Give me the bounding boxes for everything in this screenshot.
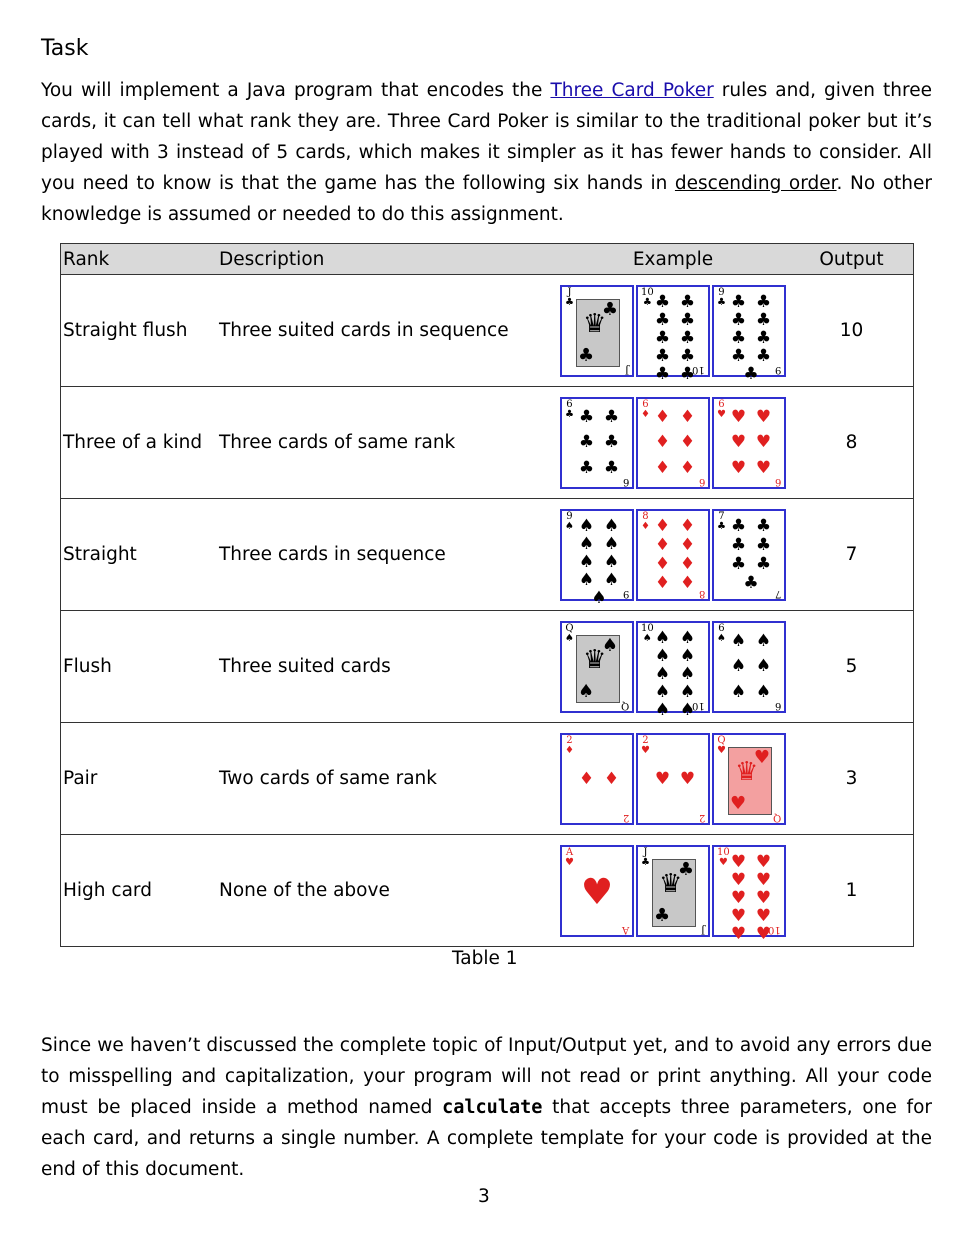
card-suit-small: ♠ — [717, 632, 726, 644]
playing-card — [636, 285, 710, 384]
card-suit-small: ♥ — [565, 856, 574, 868]
card-index-inverted: 10 — [692, 699, 705, 711]
hand-output: 10 — [790, 275, 914, 387]
pip-icon: ♦ — [654, 535, 671, 555]
card-index — [641, 400, 650, 420]
card-suit-small: ♥ — [718, 856, 728, 868]
table-header-row — [61, 244, 914, 275]
pip-icon: ♦ — [603, 768, 620, 789]
header-rank: Rank — [61, 244, 218, 275]
pip-icon: ♣ — [578, 432, 595, 453]
hand-example — [556, 723, 790, 835]
crown-icon: ♛ — [583, 644, 607, 675]
pip-icon: ♥ — [679, 768, 696, 789]
pip-icon: ♥ — [755, 869, 772, 890]
card-rank-label: J — [643, 846, 648, 858]
suit-icon: ♠ — [578, 680, 595, 702]
pip-icon: ♠ — [578, 533, 595, 554]
pip-icon: ♠ — [679, 681, 696, 702]
suit-icon: ♣ — [677, 858, 694, 880]
ace-pip-icon: ♥ — [580, 871, 614, 913]
intro-text-3: . No other knowledge is assumed or needed to do this assignment. — [41, 173, 933, 225]
face-card-figure — [576, 635, 620, 703]
pip-icon: ♠ — [603, 569, 620, 590]
card-rank-label: J — [567, 286, 572, 298]
card-rank-label: 10 — [641, 622, 654, 634]
card-index — [717, 288, 726, 308]
table-row — [61, 499, 914, 611]
pip-icon: ♥ — [730, 923, 747, 944]
card-index — [565, 288, 574, 308]
pip-icon: ♥ — [730, 457, 747, 478]
pip-icon: ♥ — [755, 887, 772, 908]
pip-icon: ♠ — [578, 551, 595, 572]
pip-icon: ♣ — [679, 309, 696, 330]
pip-icon: ♣ — [730, 516, 747, 536]
table-row — [61, 275, 914, 387]
pip-icon: ♣ — [603, 432, 620, 453]
pip-icon: ♦ — [654, 516, 671, 536]
intro-paragraph — [41, 75, 932, 230]
pip-icon: ♥ — [755, 905, 772, 926]
pip-icon: ♥ — [654, 768, 671, 789]
card-suit-small: ♣ — [565, 408, 574, 420]
playing-card — [712, 621, 786, 713]
card-index-inverted: Q — [772, 811, 781, 823]
card-rank-label: 6 — [566, 398, 573, 410]
pip-icon: ♣ — [755, 345, 772, 366]
card-index-inverted: 6 — [774, 475, 781, 487]
hand-description: Three suited cards — [217, 611, 556, 723]
hand-description: Three suited cards in sequence — [217, 275, 556, 387]
playing-card — [560, 621, 634, 713]
table-caption: Table 1 — [452, 948, 518, 969]
hand-output: 3 — [790, 723, 914, 835]
pip-icon: ♦ — [679, 432, 696, 453]
method-text-2: that accepts three parameters, one for each card, and returns a single number. A complete template for your code is provided at the end of this document. — [41, 1097, 932, 1180]
pip-icon: ♦ — [654, 573, 671, 593]
suit-icon: ♣ — [601, 298, 618, 320]
card-suit-small: ♣ — [717, 296, 726, 308]
intro-text-1: You will implement a Java program that encodes the — [41, 80, 551, 101]
pip-icon: ♠ — [755, 681, 772, 702]
pip-icon: ♥ — [730, 887, 747, 908]
card-pips — [650, 741, 700, 817]
card-pips — [650, 517, 700, 593]
card-index-inverted: A — [621, 923, 629, 935]
playing-card — [560, 845, 634, 937]
pip-icon: ♥ — [730, 905, 747, 926]
card-index — [717, 736, 726, 756]
pip-icon: ♥ — [755, 407, 772, 428]
playing-card — [712, 845, 786, 944]
pip-icon: ♣ — [755, 554, 772, 574]
pip-icon: ♥ — [755, 851, 772, 872]
poker-hands-table — [60, 243, 914, 947]
suit-icon: ♥ — [730, 792, 747, 814]
pip-icon: ♠ — [603, 551, 620, 572]
card-rank-label: Q — [717, 734, 726, 746]
card-suit-small: ♥ — [717, 408, 726, 420]
playing-card — [560, 733, 634, 825]
pip-icon: ♥ — [730, 869, 747, 890]
card-index-inverted: 10 — [768, 923, 781, 935]
playing-card — [560, 509, 634, 608]
hand-description: Two cards of same rank — [217, 723, 556, 835]
pip-icon: ♦ — [679, 407, 696, 428]
hand-rank: Straight flush — [61, 275, 218, 387]
card-suit-small: ♦ — [641, 408, 650, 420]
suit-icon: ♠ — [601, 634, 618, 656]
pip-icon: ♣ — [730, 345, 747, 366]
card-pips — [574, 405, 624, 481]
pip-icon: ♦ — [679, 457, 696, 478]
pip-icon: ♠ — [603, 515, 620, 536]
pip-icon: ♥ — [730, 432, 747, 453]
card-index-inverted: 9 — [622, 587, 629, 599]
card-rank-label: 6 — [718, 398, 725, 410]
pip-icon: ♥ — [730, 851, 747, 872]
pip-icon: ♠ — [654, 699, 671, 720]
card-index-inverted: Q — [620, 699, 629, 711]
pip-icon: ♣ — [603, 457, 620, 478]
pip-icon: ♣ — [743, 573, 759, 593]
pip-icon: ♥ — [730, 407, 747, 428]
pip-icon: ♠ — [679, 663, 696, 684]
pip-icon: ♣ — [679, 291, 696, 312]
pip-icon: ♠ — [679, 645, 696, 666]
card-index — [565, 624, 574, 644]
pip-icon: ♣ — [755, 535, 772, 555]
hand-output: 8 — [790, 387, 914, 499]
hand-description: Three cards in sequence — [217, 499, 556, 611]
playing-card — [636, 621, 710, 720]
pip-icon: ♣ — [730, 554, 747, 574]
card-rank-label: 6 — [718, 622, 725, 634]
playing-card — [712, 509, 786, 601]
card-index-inverted: 6 — [774, 699, 781, 711]
playing-card — [712, 733, 786, 825]
card-index — [565, 736, 574, 756]
pip-icon: ♦ — [679, 535, 696, 555]
pip-icon: ♦ — [679, 573, 696, 593]
pip-icon: ♣ — [603, 407, 620, 428]
pip-icon: ♠ — [755, 656, 772, 677]
pip-icon: ♦ — [654, 554, 671, 574]
hand-example — [556, 387, 790, 499]
pip-icon: ♠ — [654, 663, 671, 684]
card-rank-label: A — [565, 846, 574, 858]
header-example: Example — [556, 244, 790, 275]
card-index-inverted: 7 — [774, 587, 781, 599]
hand-example — [556, 275, 790, 387]
crown-icon: ♛ — [735, 756, 759, 787]
hand-description: Three cards of same rank — [217, 387, 556, 499]
pip-icon: ♣ — [730, 327, 747, 348]
card-index — [717, 624, 726, 644]
pip-icon: ♥ — [755, 923, 772, 944]
section-heading: Task — [41, 36, 89, 61]
card-index-inverted: 9 — [774, 363, 781, 375]
pip-icon: ♠ — [730, 631, 747, 652]
playing-card — [636, 509, 710, 601]
descending-order-text: descending order — [674, 173, 837, 194]
pip-icon: ♠ — [591, 587, 607, 608]
card-rank-label: 7 — [718, 510, 725, 522]
pip-icon: ♠ — [755, 631, 772, 652]
pip-icon: ♣ — [679, 327, 696, 348]
pip-icon: ♦ — [654, 407, 671, 428]
card-rank-label: 8 — [642, 510, 649, 522]
face-card-figure — [652, 859, 696, 927]
playing-card — [560, 397, 634, 489]
card-index-inverted: 10 — [692, 363, 705, 375]
card-pips — [574, 741, 624, 817]
card-index — [641, 512, 650, 532]
pip-icon: ♣ — [654, 363, 671, 384]
card-rank-label: 10 — [717, 846, 730, 858]
suit-icon: ♥ — [753, 746, 770, 768]
pip-icon: ♣ — [755, 309, 772, 330]
card-index — [565, 400, 574, 420]
card-suit-small: ♣ — [642, 296, 652, 308]
pip-icon: ♥ — [755, 457, 772, 478]
face-card-figure — [728, 747, 772, 815]
face-card-figure — [576, 299, 620, 367]
table-row — [61, 835, 914, 947]
hand-output: 7 — [790, 499, 914, 611]
table-body — [61, 275, 914, 947]
pip-icon: ♦ — [654, 432, 671, 453]
card-suit-small: ♦ — [641, 520, 650, 532]
hand-rank: High card — [61, 835, 218, 947]
method-name-code: calculate — [442, 1097, 543, 1118]
pip-icon: ♥ — [755, 432, 772, 453]
hand-rank: Straight — [61, 499, 218, 611]
card-rank-label: Q — [565, 622, 574, 634]
pip-icon: ♠ — [603, 533, 620, 554]
card-suit-small: ♥ — [641, 744, 650, 756]
card-suit-small: ♣ — [641, 856, 650, 868]
card-index — [717, 400, 726, 420]
hand-rank: Three of a kind — [61, 387, 218, 499]
hand-example — [556, 835, 790, 947]
card-pips — [650, 405, 700, 481]
playing-card — [636, 397, 710, 489]
hand-example — [556, 611, 790, 723]
pip-icon: ♣ — [654, 291, 671, 312]
card-rank-label: 9 — [718, 286, 725, 298]
pip-icon: ♠ — [654, 627, 671, 648]
card-pips — [726, 517, 776, 593]
hand-output: 5 — [790, 611, 914, 723]
pip-icon: ♣ — [755, 291, 772, 312]
header-output: Output — [790, 244, 914, 275]
pip-icon: ♣ — [679, 345, 696, 366]
pip-icon: ♣ — [654, 309, 671, 330]
card-index-inverted: 2 — [622, 811, 629, 823]
hand-description: None of the above — [217, 835, 556, 947]
card-index — [565, 848, 574, 868]
pip-icon: ♠ — [730, 681, 747, 702]
method-paragraph — [41, 1030, 932, 1185]
card-index-inverted: 6 — [698, 475, 705, 487]
pip-icon: ♣ — [755, 516, 772, 536]
card-suit-small: ♠ — [565, 632, 574, 644]
card-pips — [726, 291, 776, 384]
intro-text-2: rules and, given three cards, it can tell what rank they are. Three Card Poker is similar to the traditional poker but it’s played with 3 instead of 5 cards, which makes it simpler as it has fewer hands to consider. All you need to know is that the game has the following six hands in — [41, 80, 932, 194]
method-text-1: Since we haven’t discussed the complete topic of Input/Output yet, and to avoid any errors due to misspelling and capitalization, your program will not read or print anything. All your code must be placed inside a method named — [41, 1035, 932, 1118]
pip-icon: ♣ — [730, 291, 747, 312]
pip-icon: ♠ — [679, 627, 696, 648]
suit-icon: ♣ — [578, 344, 595, 366]
table-row — [61, 387, 914, 499]
card-suit-small: ♣ — [565, 296, 574, 308]
card-pips — [726, 629, 776, 705]
card-pips — [726, 405, 776, 481]
hand-output: 1 — [790, 835, 914, 947]
pip-icon: ♣ — [654, 327, 671, 348]
table-row — [61, 723, 914, 835]
card-index — [641, 848, 650, 868]
pip-icon: ♠ — [654, 645, 671, 666]
card-rank-label: 10 — [641, 286, 654, 298]
card-suit-small: ♥ — [717, 744, 726, 756]
pip-icon: ♠ — [679, 699, 696, 720]
header-description: Description — [217, 244, 556, 275]
card-suit-small: ♦ — [565, 744, 574, 756]
card-rank-label: 2 — [566, 734, 573, 746]
card-suit-small: ♠ — [565, 520, 574, 532]
card-index — [565, 512, 574, 532]
three-card-poker-link[interactable]: Three Card Poker — [550, 80, 714, 101]
pip-icon: ♦ — [654, 457, 671, 478]
card-index-inverted: J — [624, 363, 629, 375]
card-rank-label: 2 — [642, 734, 649, 746]
card-index — [641, 736, 650, 756]
table-row — [61, 611, 914, 723]
pip-icon: ♣ — [730, 309, 747, 330]
card-index-inverted: 6 — [622, 475, 629, 487]
card-suit-small: ♣ — [717, 520, 726, 532]
pip-icon: ♣ — [755, 327, 772, 348]
hand-example — [556, 499, 790, 611]
card-index-inverted: 8 — [698, 587, 705, 599]
playing-card — [636, 845, 710, 937]
card-rank-label: 6 — [642, 398, 649, 410]
pip-icon: ♦ — [578, 768, 595, 789]
pip-icon: ♣ — [578, 457, 595, 478]
pip-icon: ♠ — [654, 681, 671, 702]
card-index-inverted: 2 — [698, 811, 705, 823]
pip-icon: ♠ — [578, 569, 595, 590]
pip-icon: ♣ — [654, 345, 671, 366]
pip-icon: ♦ — [679, 516, 696, 536]
playing-card — [712, 285, 786, 384]
page-number: 3 — [478, 1186, 490, 1207]
pip-icon: ♦ — [679, 554, 696, 574]
suit-icon: ♣ — [654, 904, 671, 926]
card-index-inverted: J — [700, 923, 705, 935]
pip-icon: ♣ — [578, 407, 595, 428]
playing-card — [560, 285, 634, 377]
card-pips — [574, 515, 624, 608]
card-rank-label: 9 — [566, 510, 573, 522]
hand-rank: Pair — [61, 723, 218, 835]
pip-icon: ♣ — [730, 535, 747, 555]
pip-icon: ♣ — [743, 363, 759, 384]
playing-card — [712, 397, 786, 489]
pip-icon: ♠ — [730, 656, 747, 677]
hand-rank: Flush — [61, 611, 218, 723]
playing-card — [636, 733, 710, 825]
pip-icon: ♠ — [578, 515, 595, 536]
card-suit-small: ♠ — [642, 632, 652, 644]
card-index — [717, 512, 726, 532]
pip-icon: ♣ — [679, 363, 696, 384]
crown-icon: ♛ — [659, 868, 683, 899]
crown-icon: ♛ — [583, 308, 607, 339]
